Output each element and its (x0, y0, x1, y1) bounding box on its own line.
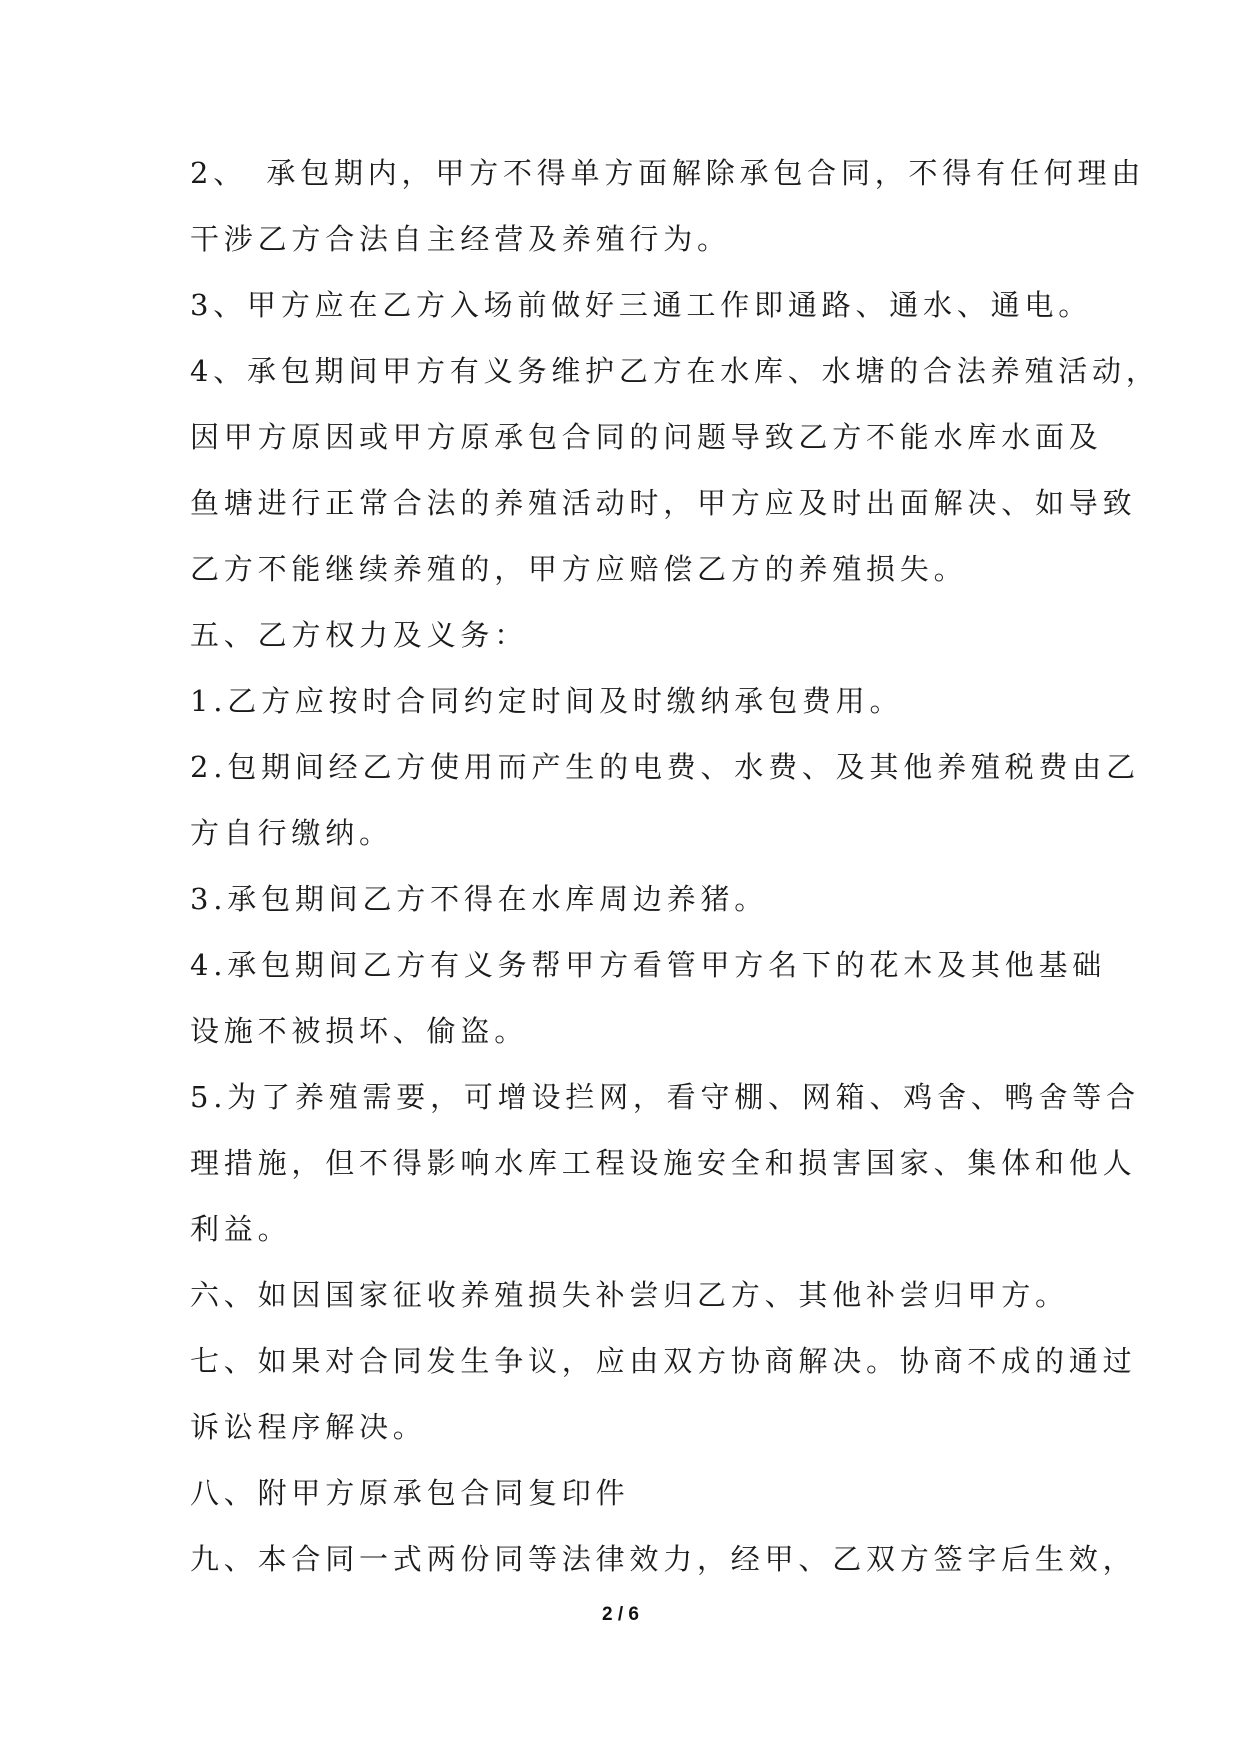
body-line: 方自行缴纳。 (190, 816, 393, 850)
body-line: 鱼塘进行正常合法的养殖活动时，甲方应及时出面解决、如导致 (190, 486, 1137, 520)
body-line: 理措施，但不得影响水库工程设施安全和损害国家、集体和他人 (190, 1146, 1137, 1180)
body-line: 4、承包期间甲方有义务维护乙方在水库、水塘的合法养殖活动， (190, 354, 1160, 388)
body-line: 乙方不能继续养殖的，甲方应赔偿乙方的养殖损失。 (190, 552, 968, 586)
body-line: 3、甲方应在乙方入场前做好三通工作即通路、通水、通电。 (190, 288, 1093, 322)
body-line: 设施不被损坏、偷盗。 (190, 1014, 529, 1048)
body-line: 4.承包期间乙方有义务帮甲方看管甲方名下的花木及其他基础 (190, 948, 1107, 982)
section-heading: 六、如因国家征收养殖损失补尝归乙方、其他补尝归甲方。 (190, 1278, 1069, 1312)
page-number: 2 / 6 (602, 1604, 639, 1625)
contract-body (190, 154, 1160, 1606)
body-line: 3.承包期间乙方不得在水库周边养猪。 (190, 882, 769, 916)
body-line: 1.乙方应按时合同约定时间及时缴纳承包费用。 (190, 684, 904, 718)
body-line: 因甲方原因或甲方原承包合同的问题导致乙方不能水库水面及 (190, 420, 1103, 454)
body-line: 2、 承包期内，甲方不得单方面解除承包合同，不得有任何理由 (190, 156, 1146, 190)
section-heading: 八、附甲方原承包合同复印件 (190, 1476, 630, 1510)
section-heading: 九、本合同一式两份同等法律效力，经甲、乙双方签字后生效， (190, 1542, 1137, 1576)
body-line: 诉讼程序解决。 (190, 1410, 427, 1444)
body-line: 2.包期间经乙方使用而产生的电费、水费、及其他养殖税费由乙 (190, 750, 1140, 784)
section-heading: 七、如果对合同发生争议，应由双方协商解决。协商不成的通过 (190, 1344, 1137, 1378)
body-line: 干涉乙方合法自主经营及养殖行为。 (190, 222, 731, 256)
body-line: 5.为了养殖需要，可增设拦网，看守棚、网箱、鸡舍、鸭舍等合 (190, 1080, 1140, 1114)
body-line: 利益。 (190, 1212, 292, 1246)
section-heading: 五、乙方权力及义务： (190, 618, 529, 652)
